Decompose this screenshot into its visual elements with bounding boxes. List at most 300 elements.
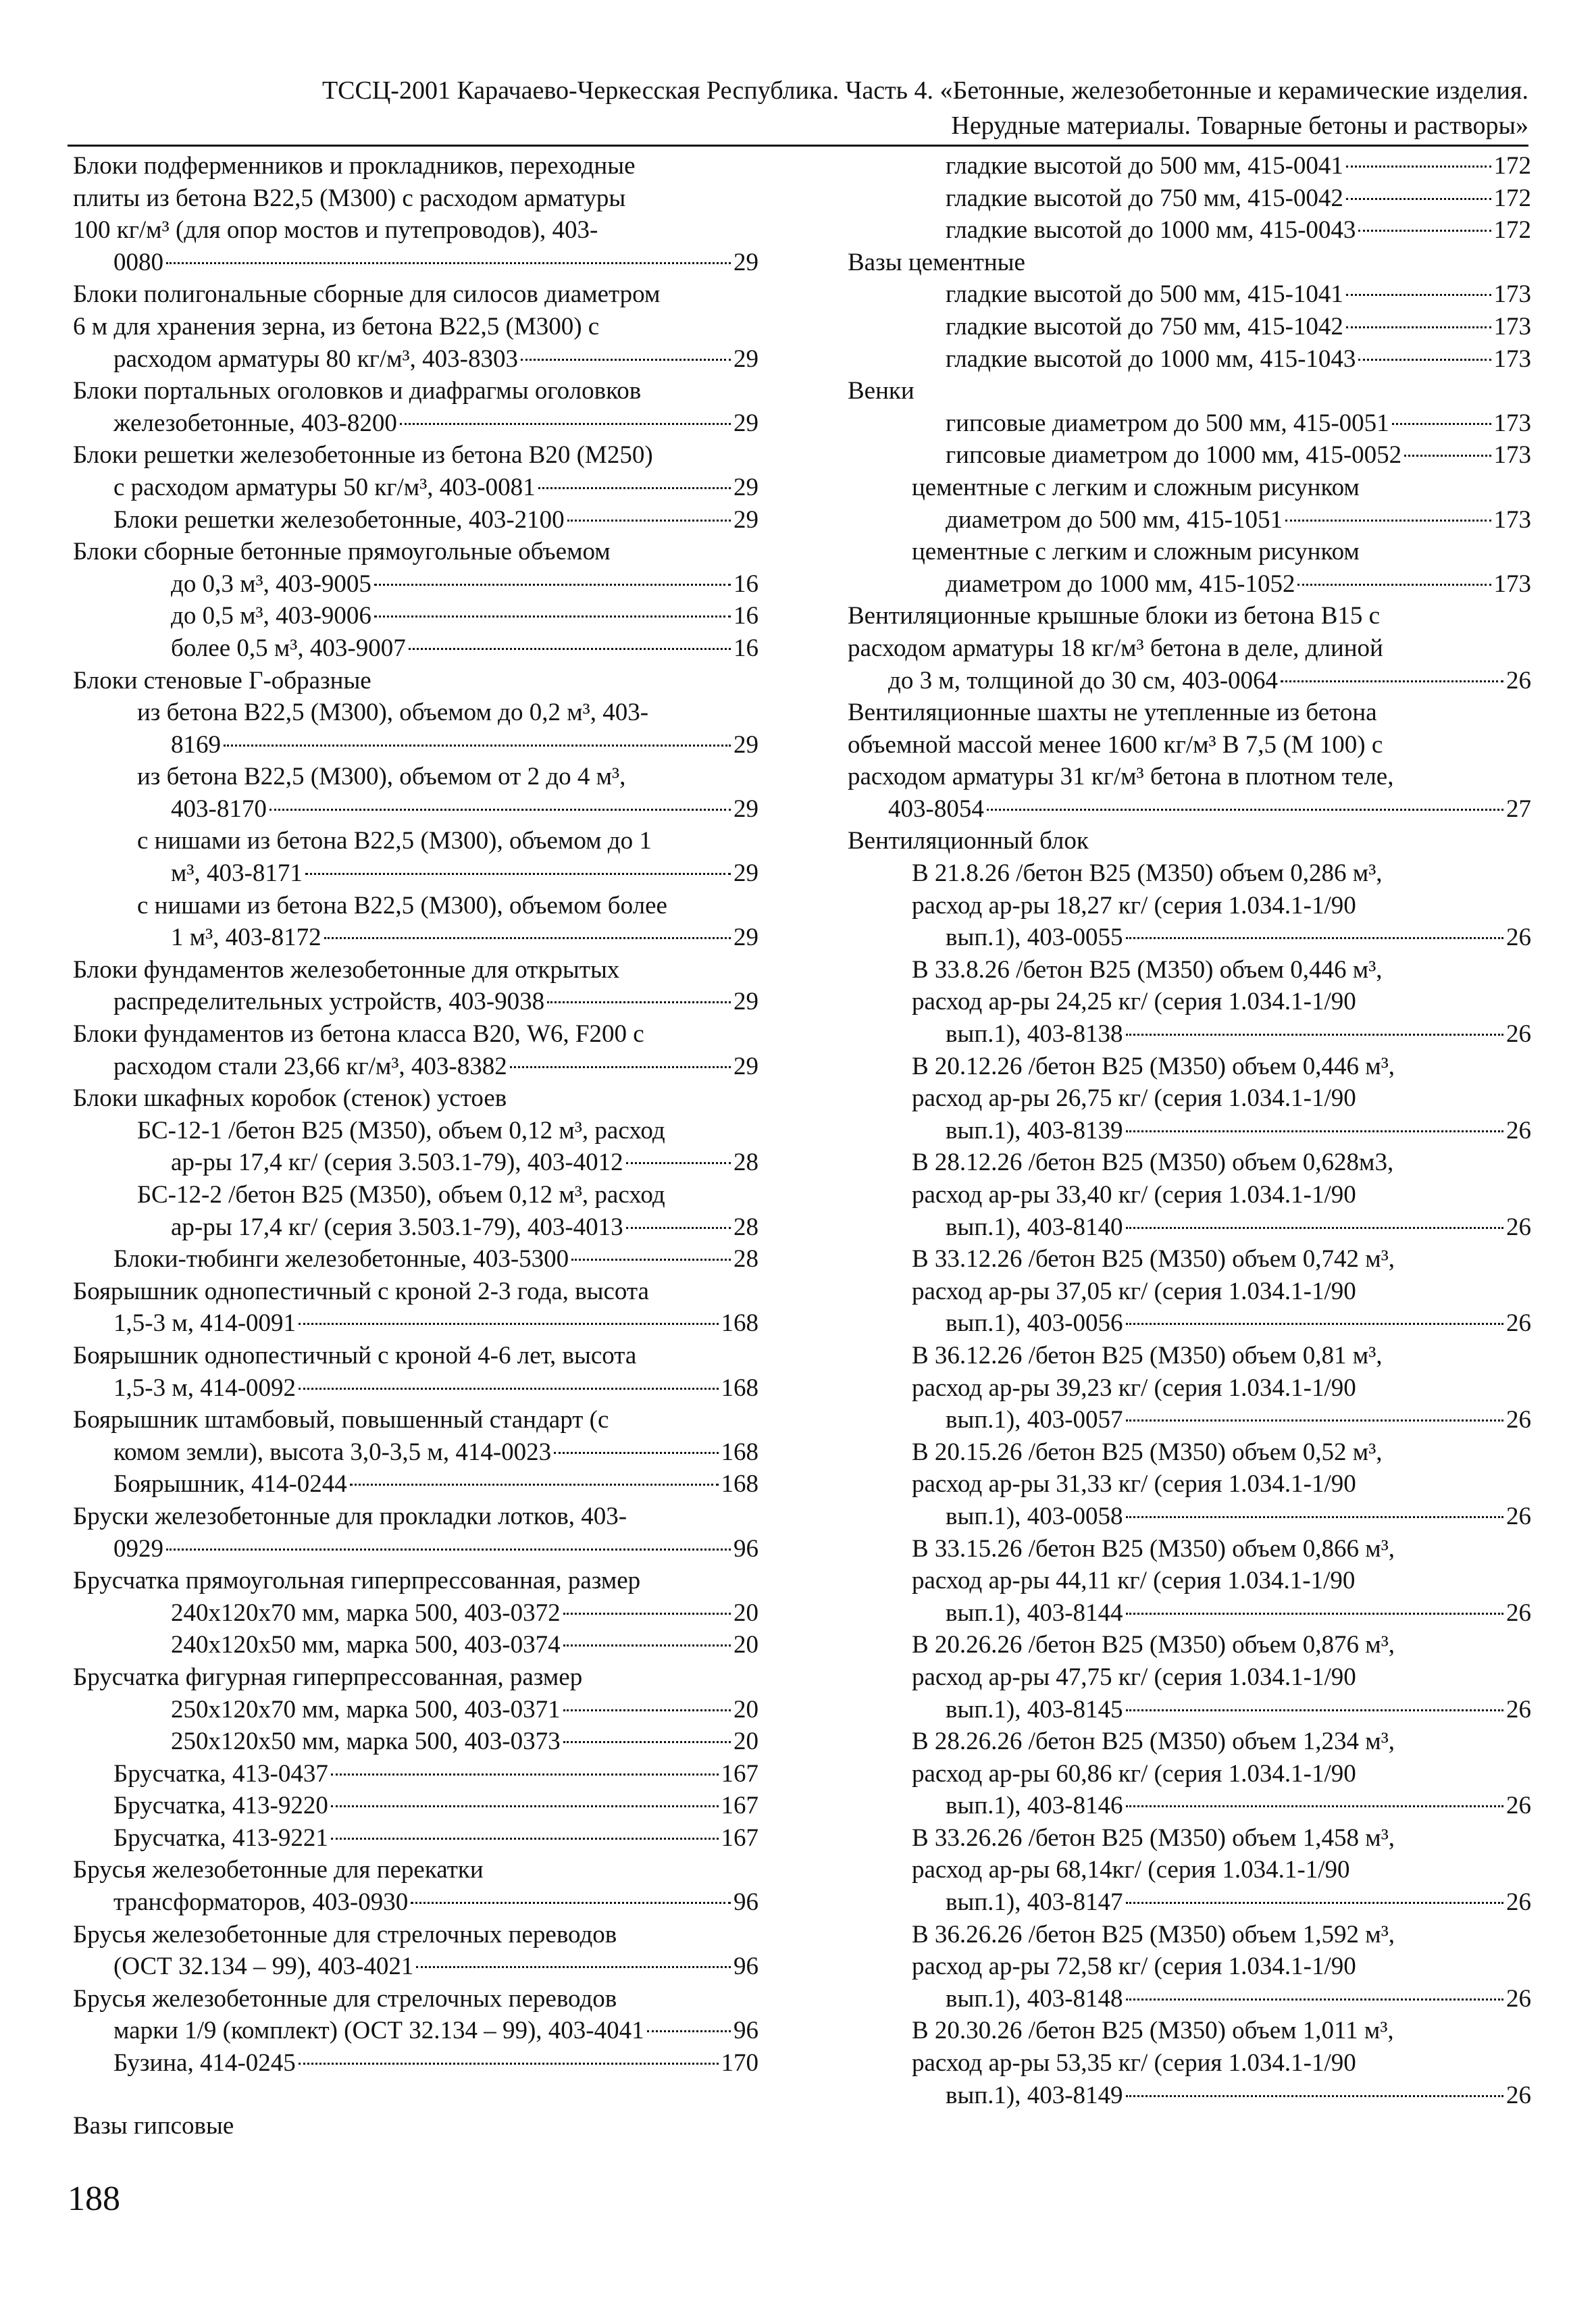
index-entry-text: Блоки-тюбинги железобетонные, 403-5300 [113,1245,569,1274]
dot-leader [547,1001,731,1003]
index-group-heading: Блоки сборные бетонные прямоугольные объемом [73,538,611,566]
page-reference: 29 [733,345,758,373]
index-entry [912,1340,1531,1436]
index-entry-text: расходом арматуры 80 кг/м³, 403-8303 [113,345,518,373]
dot-leader [1126,1419,1503,1422]
dot-leader [567,520,731,522]
index-entry-text: В 20.12.26 /бетон В25 (М350) объем 0,446 м³, [912,1052,1395,1080]
dot-leader [409,648,731,650]
index-entry-text: ар-ры 17,4 кг/ (серия 3.503.1-79), 403-4012 [171,1149,623,1177]
index-entry [73,954,758,1018]
index-entry-text: плиты из бетона В22,5 (М300) с расходом арматуры [73,184,626,212]
dot-leader [626,1227,731,1229]
index-entry-text: Брусчатка, 413-0437 [113,1759,328,1788]
index-entry [73,1758,758,1790]
dot-leader [324,937,731,939]
page-reference: 170 [721,2049,758,2078]
index-entry [73,504,758,536]
index-entry [912,1533,1531,1630]
dot-leader [331,1805,719,1807]
dot-leader [1285,520,1491,522]
index-column-right [848,150,1531,2111]
index-entry [73,375,758,439]
index-entry-text: расход ар-ры 24,25 кг/ (серия 1.034.1-1/90 [912,988,1356,1016]
index-entry-text: марки 1/9 (комплект) (ОСТ 32.134 – 99), 403-4041 [113,2017,644,2045]
header-line-1: ТССЦ-2001 Карачаево-Черкесская Республика. Часть 4. «Бетонные, железобетонные и керамические изделия. [321,76,1528,105]
header-rule [68,145,1528,147]
index-entry-text: гладкие высотой до 750 мм, 415-0042 [946,184,1343,212]
index-group-heading: Брусчатка фигурная гиперпрессованная, размер [73,1663,583,1691]
dot-leader [224,745,731,747]
index-entry-text: комом земли), высота 3,0-3,5 м, 414-0023 [113,1438,552,1466]
page-reference: 26 [1506,1309,1531,1338]
dot-leader [269,809,731,811]
dot-leader [1126,1227,1503,1229]
index-entry [912,954,1531,1051]
index-entry-text: В 33.12.26 /бетон В25 (М350) объем 0,742 м³, [912,1245,1395,1274]
index-entry [912,214,1531,247]
index-entry [73,2047,758,2080]
page-reference: 29 [733,730,758,759]
dot-leader [510,1066,731,1068]
dot-leader [1126,1323,1503,1325]
index-entry-text: Блоки подферменников и прокладников, переходные [73,152,636,180]
index-entry-text: Блоки портальных оголовков и диафрагмы оголовков [73,377,642,405]
index-entry [912,407,1531,440]
index-entry-text: Брусья железобетонные для стрелочных переводов [73,1984,617,2013]
index-entry-text: расход ар-ры 39,23 кг/ (серия 1.034.1-1/90 [912,1374,1356,1402]
dot-leader [416,1966,731,1968]
index-entry-text: 1,5-3 м, 414-0092 [113,1374,297,1402]
index-entry-text: до 0,3 м³, 403-9005 [171,570,371,598]
index-entry [137,1629,758,1661]
index-entry [137,761,758,825]
dot-leader [987,809,1503,811]
dot-leader [1346,326,1491,328]
dot-leader [299,1388,718,1390]
index-entry-text: 8169 [171,730,221,759]
index-entry [912,1436,1531,1533]
index-entry-text: гладкие высотой до 500 мм, 415-0041 [946,152,1343,180]
index-entry-text: вып.1), 403-8145 [946,1695,1123,1724]
dot-leader [1126,1805,1503,1807]
index-entry-text: вып.1), 403-8147 [946,1888,1123,1917]
index-entry-text: вып.1), 403-8139 [946,1116,1123,1145]
index-entry-text: расход ар-ры 37,05 кг/ (серия 1.034.1-1/90 [912,1277,1356,1305]
page-reference: 26 [1506,1406,1531,1434]
index-entry [73,439,758,503]
index-entry [73,1919,758,1983]
index-entry-text: Блоки фундаментов из бетона класса В20, W6, F200 с [73,1020,644,1049]
index-entry-text: Боярышник, 414-0244 [113,1470,347,1499]
page-reference: 26 [1506,666,1531,695]
page-reference: 28 [733,1245,758,1274]
page-reference: 173 [1493,312,1531,341]
index-entry [73,1983,758,2047]
index-entry-text: из бетона В22,5 (М300), объемом от 2 до 4 м³, [137,763,626,791]
index-entry [912,439,1531,472]
index-entry-text: 6 м для хранения зерна, из бетона В22,5 (М300) с [73,312,600,341]
dot-leader [1126,1516,1503,1518]
index-entry-text: из бетона В22,5 (М300), объемом до 0,2 м³, 403- [137,699,649,727]
index-group-heading: Брусчатка прямоугольная гиперпрессованная, размер [73,1567,641,1595]
index-entry-text: до 3 м, толщиной до 30 см, 403-0064 [888,666,1279,695]
index-entry-text: Блоки решетки железобетонные, 403-2100 [113,505,565,534]
index-entry [73,1822,758,1855]
index-entry-text: Бузина, 414-0245 [113,2049,296,2078]
index-entry-text: В 28.26.26 /бетон В25 (М350) объем 1,234 м³, [912,1728,1395,1756]
page-reference: 26 [1506,1695,1531,1724]
index-entry [73,1340,758,1404]
page-reference: 20 [733,1728,758,1756]
index-entry-text: Блоки решетки железобетонные из бетона В20 (М250) [73,441,653,470]
index-entry-text: 1 м³, 403-8172 [171,924,321,952]
index-entry [137,600,758,632]
index-entry-text: Вентиляционные шахты не утепленные из бетона [848,699,1377,727]
index-entry-text: 250x120x50 мм, марка 500, 403-0373 [171,1728,561,1756]
dot-leader [400,423,731,425]
index-entry-text: В 21.8.26 /бетон В25 (М350) объем 0,286 м³, [912,859,1383,888]
index-entry [137,697,758,761]
index-entry-text: 1,5-3 м, 414-0091 [113,1309,297,1338]
index-entry-text: до 0,5 м³, 403-9006 [171,602,371,630]
index-entry-text: расход ар-ры 60,86 кг/ (серия 1.034.1-1/90 [912,1759,1356,1788]
dot-leader [1358,359,1491,361]
page-reference: 26 [1506,924,1531,952]
page-reference: 29 [733,795,758,823]
page-reference: 173 [1493,505,1531,534]
page-reference: 16 [733,634,758,662]
page-reference: 167 [721,1792,758,1820]
index-entry-text: гладкие высотой до 1000 мм, 415-0043 [946,216,1356,245]
index-entry-text: В 33.15.26 /бетон В25 (М350) объем 0,866 м³, [912,1534,1395,1563]
index-entry-text: вып.1), 403-8146 [946,1792,1123,1820]
page-reference: 29 [733,924,758,952]
index-entry [137,1597,758,1630]
index-entry-text: расход ар-ры 33,40 кг/ (серия 1.034.1-1/90 [912,1181,1356,1209]
dot-leader [1126,1613,1503,1615]
index-entry [912,1726,1531,1822]
page-reference: 29 [733,473,758,501]
page-reference: 29 [733,988,758,1016]
index-entry-text: расход ар-ры 47,75 кг/ (серия 1.034.1-1/90 [912,1663,1356,1691]
index-group-heading: Венки [848,377,915,405]
index-entry [137,890,758,954]
index-entry-text: 0929 [113,1534,163,1563]
index-entry-text: цементные с легким и сложным рисунком [912,473,1360,501]
dot-leader [299,1323,718,1325]
index-entry [912,2015,1531,2111]
page-reference: 172 [1493,184,1531,212]
index-entry-text: вып.1), 403-0058 [946,1502,1123,1530]
page-reference: 26 [1506,1792,1531,1820]
dot-leader [563,1644,731,1646]
index-entry-text: Брусья железобетонные для стрелочных переводов [73,1920,617,1948]
index-group-heading: Вазы цементные [848,248,1025,276]
index-entry-text: диаметром до 1000 мм, 415-1052 [946,570,1295,598]
index-entry-text: Вентиляционные крышные блоки из бетона В15 с [848,602,1381,630]
page-reference: 26 [1506,1213,1531,1241]
page-reference: 29 [733,505,758,534]
index-entry-text: 0080 [113,248,163,276]
index-entry-text: Боярышник однопестичный с кроной 2-3 года, высота [73,1277,649,1305]
dot-leader [1346,294,1491,296]
index-entry-text: с нишами из бетона В22,5 (М300), объемом более [137,891,667,920]
dot-leader [1126,2095,1503,2097]
page-reference: 26 [1506,1502,1531,1530]
index-entry-text: гладкие высотой до 1000 мм, 415-1043 [946,345,1356,373]
page-reference: 16 [733,570,758,598]
trailing-heading: Вазы гипсовые [73,2112,234,2140]
dot-leader [647,2030,731,2032]
index-entry [848,697,1531,825]
page-reference: 29 [733,409,758,437]
index-entry-text: 240x120x50 мм, марка 500, 403-0374 [171,1631,561,1659]
index-entry [137,632,758,665]
page-reference: 168 [721,1374,758,1402]
dot-leader [350,1484,719,1486]
page-number: 188 [68,2180,120,2218]
index-entry-text: Брусчатка, 413-9221 [113,1823,328,1852]
dot-leader [305,873,731,875]
page-reference: 28 [733,1213,758,1241]
index-entry-text: ар-ры 17,4 кг/ (серия 3.503.1-79), 403-4013 [171,1213,623,1241]
page-reference: 26 [1506,1888,1531,1917]
index-entry [73,1404,758,1468]
dot-leader [331,1774,719,1776]
dot-leader [1126,1709,1503,1711]
index-entry-text: В 28.12.26 /бетон В25 (М350) объем 0,628м3, [912,1149,1394,1177]
index-entry [912,1822,1531,1919]
page-reference: 168 [721,1438,758,1466]
index-entry-text: расход ар-ры 53,35 кг/ (серия 1.034.1-1/90 [912,2049,1356,2078]
index-entry-text: цементные с легким и сложным рисунком [912,538,1360,566]
index-entry [912,1629,1531,1726]
page-reference: 96 [733,1534,758,1563]
index-entry [912,1051,1531,1147]
index-entry-text: В 33.8.26 /бетон В25 (М350) объем 0,446 м³, [912,955,1383,984]
index-entry-text: В 20.30.26 /бетон В25 (М350) объем 1,011 м³, [912,2017,1394,2045]
header-line-2: Нерудные материалы. Товарные бетоны и растворы» [951,111,1528,140]
page-reference: 96 [733,2017,758,2045]
index-entry-text: вып.1), 403-8149 [946,2081,1123,2109]
page-reference: 20 [733,1695,758,1724]
page-reference: 26 [1506,2081,1531,2109]
index-entry [912,1147,1531,1243]
index-group-heading: Блоки стеновые Г-образные [73,666,371,695]
index-entry-text: 100 кг/м³ (для опор мостов и путепроводов), 403- [73,216,598,245]
index-entry-text: более 0,5 м³, 403-9007 [171,634,406,662]
index-entry [848,600,1531,697]
index-entry [912,182,1531,215]
dot-leader [563,1709,731,1711]
index-entry-text: (ОСТ 32.134 – 99), 403-4021 [113,1953,414,1981]
index-entry-text: расход ар-ры 18,27 кг/ (серия 1.034.1-1/90 [912,891,1356,920]
index-entry-text: Боярышник штамбовый, повышенный стандарт (с [73,1406,609,1434]
page-reference: 26 [1506,1599,1531,1627]
index-entry-text: Бруски железобетонные для прокладки лотков, 403- [73,1502,627,1530]
dot-leader [1126,1998,1503,2001]
page-reference: 29 [733,1052,758,1080]
page-reference: 167 [721,1759,758,1788]
dot-leader [166,1549,731,1551]
page-reference: 20 [733,1631,758,1659]
dot-leader [1281,680,1503,682]
dot-leader [1346,166,1491,168]
index-entry-text: вып.1), 403-8148 [946,1984,1123,2013]
index-entry-text: вып.1), 403-8140 [946,1213,1123,1241]
index-entry-text: вып.1), 403-0057 [946,1406,1123,1434]
page-reference: 96 [733,1953,758,1981]
index-entry-text: В 20.26.26 /бетон В25 (М350) объем 0,876 м³, [912,1631,1395,1659]
page-reference: 173 [1493,441,1531,470]
index-entry [912,857,1531,954]
page-reference: 16 [733,602,758,630]
index-entry-text: расходом арматуры 31 кг/м³ бетона в плотном теле, [848,763,1394,791]
index-entry-text: м³, 403-8171 [171,859,303,888]
page-reference: 26 [1506,1020,1531,1049]
page-reference: 167 [721,1823,758,1852]
index-entry-text: Брусья железобетонные для перекатки [73,1856,484,1884]
index-entry-text: В 33.26.26 /бетон В25 (М350) объем 1,458 м³, [912,1823,1395,1852]
dot-leader [563,1741,731,1743]
index-entry [73,1790,758,1822]
index-entry [73,1501,758,1565]
dot-leader [1126,1902,1503,1904]
index-group-heading: Вентиляционный блок [848,827,1089,855]
index-entry-text: БС-12-1 /бетон В25 (М350), объем 0,12 м³, расход [137,1116,665,1145]
index-entry-text: с расходом арматуры 50 кг/м³, 403-0081 [113,473,536,501]
index-entry [912,472,1531,536]
page-reference: 168 [721,1309,758,1338]
index-entry [137,1179,758,1243]
index-entry-text: расходом арматуры 18 кг/м³ бетона в деле, длиной [848,634,1383,662]
dot-leader [571,1259,731,1261]
index-entry-text: вып.1), 403-8138 [946,1020,1123,1049]
index-entry-text: Блоки фундаментов железобетонные для открытых [73,955,620,984]
dot-leader [1392,423,1491,425]
dot-leader [554,1452,718,1454]
dot-leader [1297,584,1491,586]
page-reference: 29 [733,248,758,276]
dot-leader [374,615,731,618]
page-reference: 173 [1493,570,1531,598]
page-reference: 168 [721,1470,758,1499]
index-entry-text: 403-8170 [171,795,267,823]
dot-leader [1346,198,1491,200]
index-entry [73,1243,758,1276]
index-entry-text: вып.1), 403-0056 [946,1309,1123,1338]
index-entry-text: гипсовые диаметром до 1000 мм, 415-0052 [946,441,1402,470]
index-entry-text: трансформаторов, 403-0930 [113,1888,409,1917]
index-entry [137,825,758,889]
page-reference: 173 [1493,280,1531,309]
dot-leader [538,487,731,489]
dot-leader [1126,937,1503,939]
index-entry-text: расход ар-ры 44,11 кг/ (серия 1.034.1-1/90 [912,1567,1356,1595]
index-entry-text: 250x120x70 мм, марка 500, 403-0371 [171,1695,561,1724]
index-entry-text: диаметром до 500 мм, 415-1051 [946,505,1283,534]
page-reference: 27 [1506,795,1531,823]
dot-leader [331,1838,719,1840]
index-entry-text: В 36.12.26 /бетон В25 (М350) объем 0,81 м³, [912,1341,1383,1369]
index-entry-text: вып.1), 403-8144 [946,1599,1123,1627]
dot-leader [1358,230,1491,232]
index-entry [73,1468,758,1501]
page-reference: 28 [733,1149,758,1177]
index-entry-text: расход ар-ры 26,75 кг/ (серия 1.034.1-1/90 [912,1084,1356,1113]
page-reference: 172 [1493,152,1531,180]
page-reference: 173 [1493,345,1531,373]
index-entry [912,150,1531,182]
index-entry [912,1919,1531,2015]
index-entry [137,1726,758,1758]
index-group-heading: Блоки шкафных коробок (стенок) устоев [73,1084,507,1113]
index-entry-text: гладкие высотой до 500 мм, 415-1041 [946,280,1343,309]
page-reference: 26 [1506,1116,1531,1145]
index-entry-text: расход ар-ры 72,58 кг/ (серия 1.034.1-1/90 [912,1953,1356,1981]
index-entry-text: гладкие высотой до 750 мм, 415-1042 [946,312,1343,341]
page-reference: 29 [733,859,758,888]
index-entry-text: расход ар-ры 68,14кг/ (серия 1.034.1-1/90 [912,1856,1350,1884]
index-entry-text: расходом стали 23,66 кг/м³, 403-8382 [113,1052,507,1080]
running-header [68,73,1528,143]
index-entry [912,278,1531,311]
dot-leader [1126,1130,1503,1132]
page-reference: 173 [1493,409,1531,437]
page-reference: 26 [1506,1984,1531,2013]
index-entry-text: В 20.15.26 /бетон В25 (М350) объем 0,52 м³, [912,1438,1383,1466]
index-entry [73,150,758,278]
dot-leader [563,1613,731,1615]
index-entry [73,278,758,375]
index-entry-text: расход ар-ры 31,33 кг/ (серия 1.034.1-1/90 [912,1470,1356,1499]
page-reference: 96 [733,1888,758,1917]
page-reference: 20 [733,1599,758,1627]
index-entry-text: Боярышник однопестичный с кроной 4-6 лет, высота [73,1341,637,1369]
dot-leader [626,1162,731,1164]
dot-leader [1404,455,1491,457]
index-entry [912,1243,1531,1340]
dot-leader [521,359,731,361]
dot-leader [411,1902,731,1904]
index-entry-text: В 36.26.26 /бетон В25 (М350) объем 1,592 м³, [912,1920,1395,1948]
index-entry-text: Блоки полигональные сборные для силосов диаметром [73,280,661,309]
index-entry [73,1854,758,1918]
index-entry-text: вып.1), 403-0055 [946,924,1123,952]
index-entry [137,1115,758,1179]
index-entry-text: объемной массой менее 1600 кг/м³ В 7,5 (М 100) с [848,730,1383,759]
index-entry [912,536,1531,600]
index-column-left [73,150,758,2080]
index-entry [73,1018,758,1082]
index-entry-text: БС-12-2 /бетон В25 (М350), объем 0,12 м³, расход [137,1181,665,1209]
index-entry-text: с нишами из бетона В22,5 (М300), объемом до 1 [137,827,652,855]
index-entry-text: 240x120x70 мм, марка 500, 403-0372 [171,1599,561,1627]
index-entry-text: 403-8054 [888,795,984,823]
index-entry [73,1276,758,1340]
index-entry-text: Брусчатка, 413-9220 [113,1792,328,1820]
index-entry-text: гипсовые диаметром до 500 мм, 415-0051 [946,409,1389,437]
index-entry [137,568,758,601]
dot-leader [1126,1034,1503,1036]
index-entry [912,311,1531,343]
page-reference: 172 [1493,216,1531,245]
index-entry-text: распределительных устройств, 403-9038 [113,988,545,1016]
dot-leader [299,2063,719,2065]
index-entry [137,1694,758,1726]
dot-leader [166,262,731,264]
